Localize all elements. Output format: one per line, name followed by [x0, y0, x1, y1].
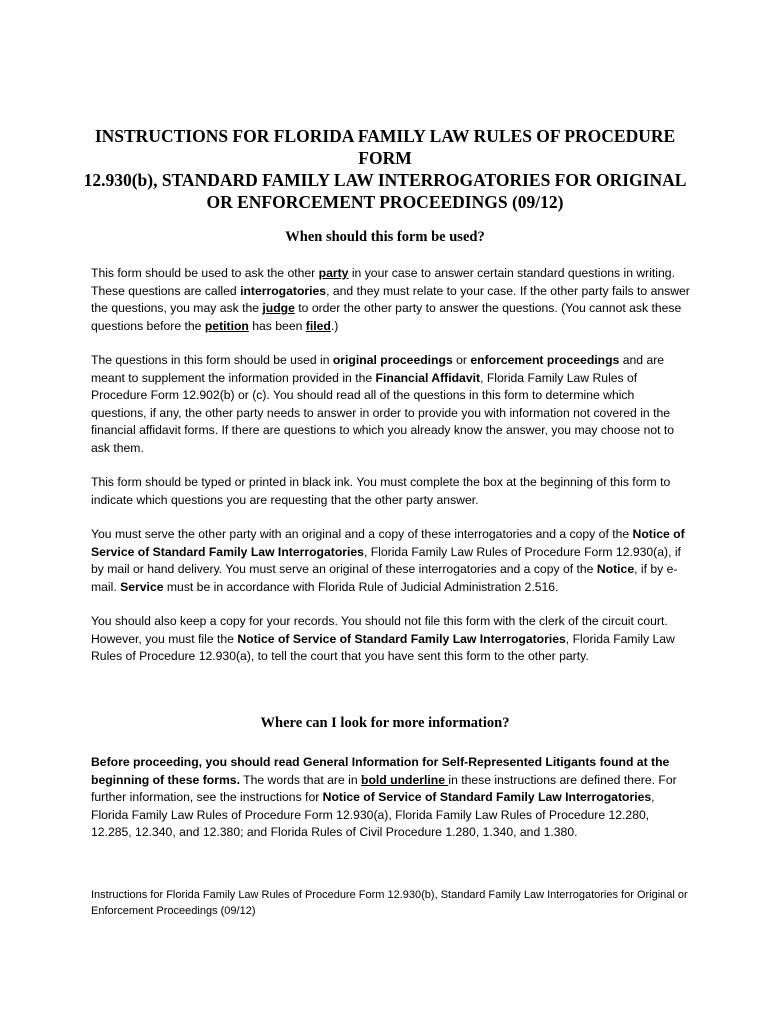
defined-term-judge: judge: [262, 301, 295, 315]
term-enforcement-proceedings: enforcement proceedings: [470, 353, 620, 367]
bold-intro: Before proceeding, you should read General Information for Self-Represented Litigants found at the beginning of these forms.: [91, 755, 670, 787]
term-financial-affidavit: Financial Affidavit: [375, 370, 481, 385]
title-line-3: OR ENFORCEMENT PROCEEDINGS (09/12): [206, 192, 564, 212]
term-bold-underline: bold underline: [361, 772, 449, 787]
term-notice-of-service: Notice of Service of Standard Family Law Interrogatories: [91, 527, 685, 559]
paragraph-proceedings: The questions in this form should be used in original proceedings or enforcement proceedings and are meant to supplement the information provided in the Financial Affidavit, Florida Family Law Rules of Procedure Form 12.902(b) or (c). You should read all of the questions in this form to determine which questions, if any, the other party needs to answer in order to provide you with information not covered in the financial affidavit forms. If there are questions to which you already know the answer, you may choose not to ask them.: [91, 353, 675, 455]
paragraph-records: You should also keep a copy for your records. You should not file this form with the clerk of the circuit court. However, you must file the Notice of Service of Standard Family Law Interrogatories, Florida Family Law Rules of Procedure 12.930(a), to tell the court that you have sent this form to the other party.: [91, 614, 675, 663]
term-service: Service: [120, 579, 164, 594]
document-title: [80, 125, 690, 213]
defined-term-filed: filed: [305, 318, 331, 333]
page-footer: Instructions for Florida Family Law Rules of Procedure Form 12.930(b), Standard Family Law Interrogatories for Original or Enforcement Proceedings (09/12): [91, 889, 688, 917]
term-notice-of-service-3: Notice of Service of Standard Family Law Interrogatories: [322, 790, 652, 804]
paragraph-ink: This form should be typed or printed in black ink. You must complete the box at the beginning of this form to indicate which questions you are requesting that the other party answer.: [91, 475, 671, 507]
paragraph-service: You must serve the other party with an original and a copy of these interrogatories and a copy of the Notice of Service of Standard Family Law Interrogatories, Florida Family Law Rules of Procedure Form 12.930(a), if by mail or hand delivery. You must serve an original of these interrogatories and a copy of the Notice, if by e-mail. Service must be in accordance with Florida Rule of Judicial Administration 2.516.: [91, 527, 685, 594]
defined-term-party: party: [318, 266, 349, 280]
defined-term-petition: petition: [204, 318, 249, 333]
section-heading-when-used: When should this form be used?: [285, 229, 485, 245]
title-line-2: 12.930(b), STANDARD FAMILY LAW INTERROGATORIES FOR ORIGINAL: [83, 170, 687, 190]
section-heading-more-info: Where can I look for more information?: [260, 715, 510, 731]
term-notice-of-service-2: Notice of Service of Standard Family Law Interrogatories: [237, 631, 566, 646]
title-line-1: INSTRUCTIONS FOR FLORIDA FAMILY LAW RULES OF PROCEDURE FORM: [94, 126, 676, 168]
term-original-proceedings: original proceedings: [332, 353, 453, 367]
paragraph-more-info: Before proceeding, you should read General Information for Self-Represented Litigants found at the beginning of these forms. The words that are in bold underline in these instructions are defined there. For further information, see the instructions for Notice of Service of Standard Family Law Interrogatories, Florida Family Law Rules of Procedure Form 12.930(a), Florida Family Law Rules of Procedure 12.280, 12.285, 12.340, and 12.380; and Florida Rules of Civil Procedure 1.280, 1.340, and 1.380.: [91, 755, 677, 839]
paragraph-purpose: This form should be used to ask the other party in your case to answer certain standard questions in writing. These questions are called interrogatories, and they must relate to your case. If the other party fails to answer the questions, you may ask the judge to order the other party to answer the questions. (You cannot ask these questions before the petition has been filed.): [91, 266, 690, 333]
term-interrogatories: interrogatories: [240, 283, 327, 298]
term-notice: Notice: [596, 562, 635, 576]
